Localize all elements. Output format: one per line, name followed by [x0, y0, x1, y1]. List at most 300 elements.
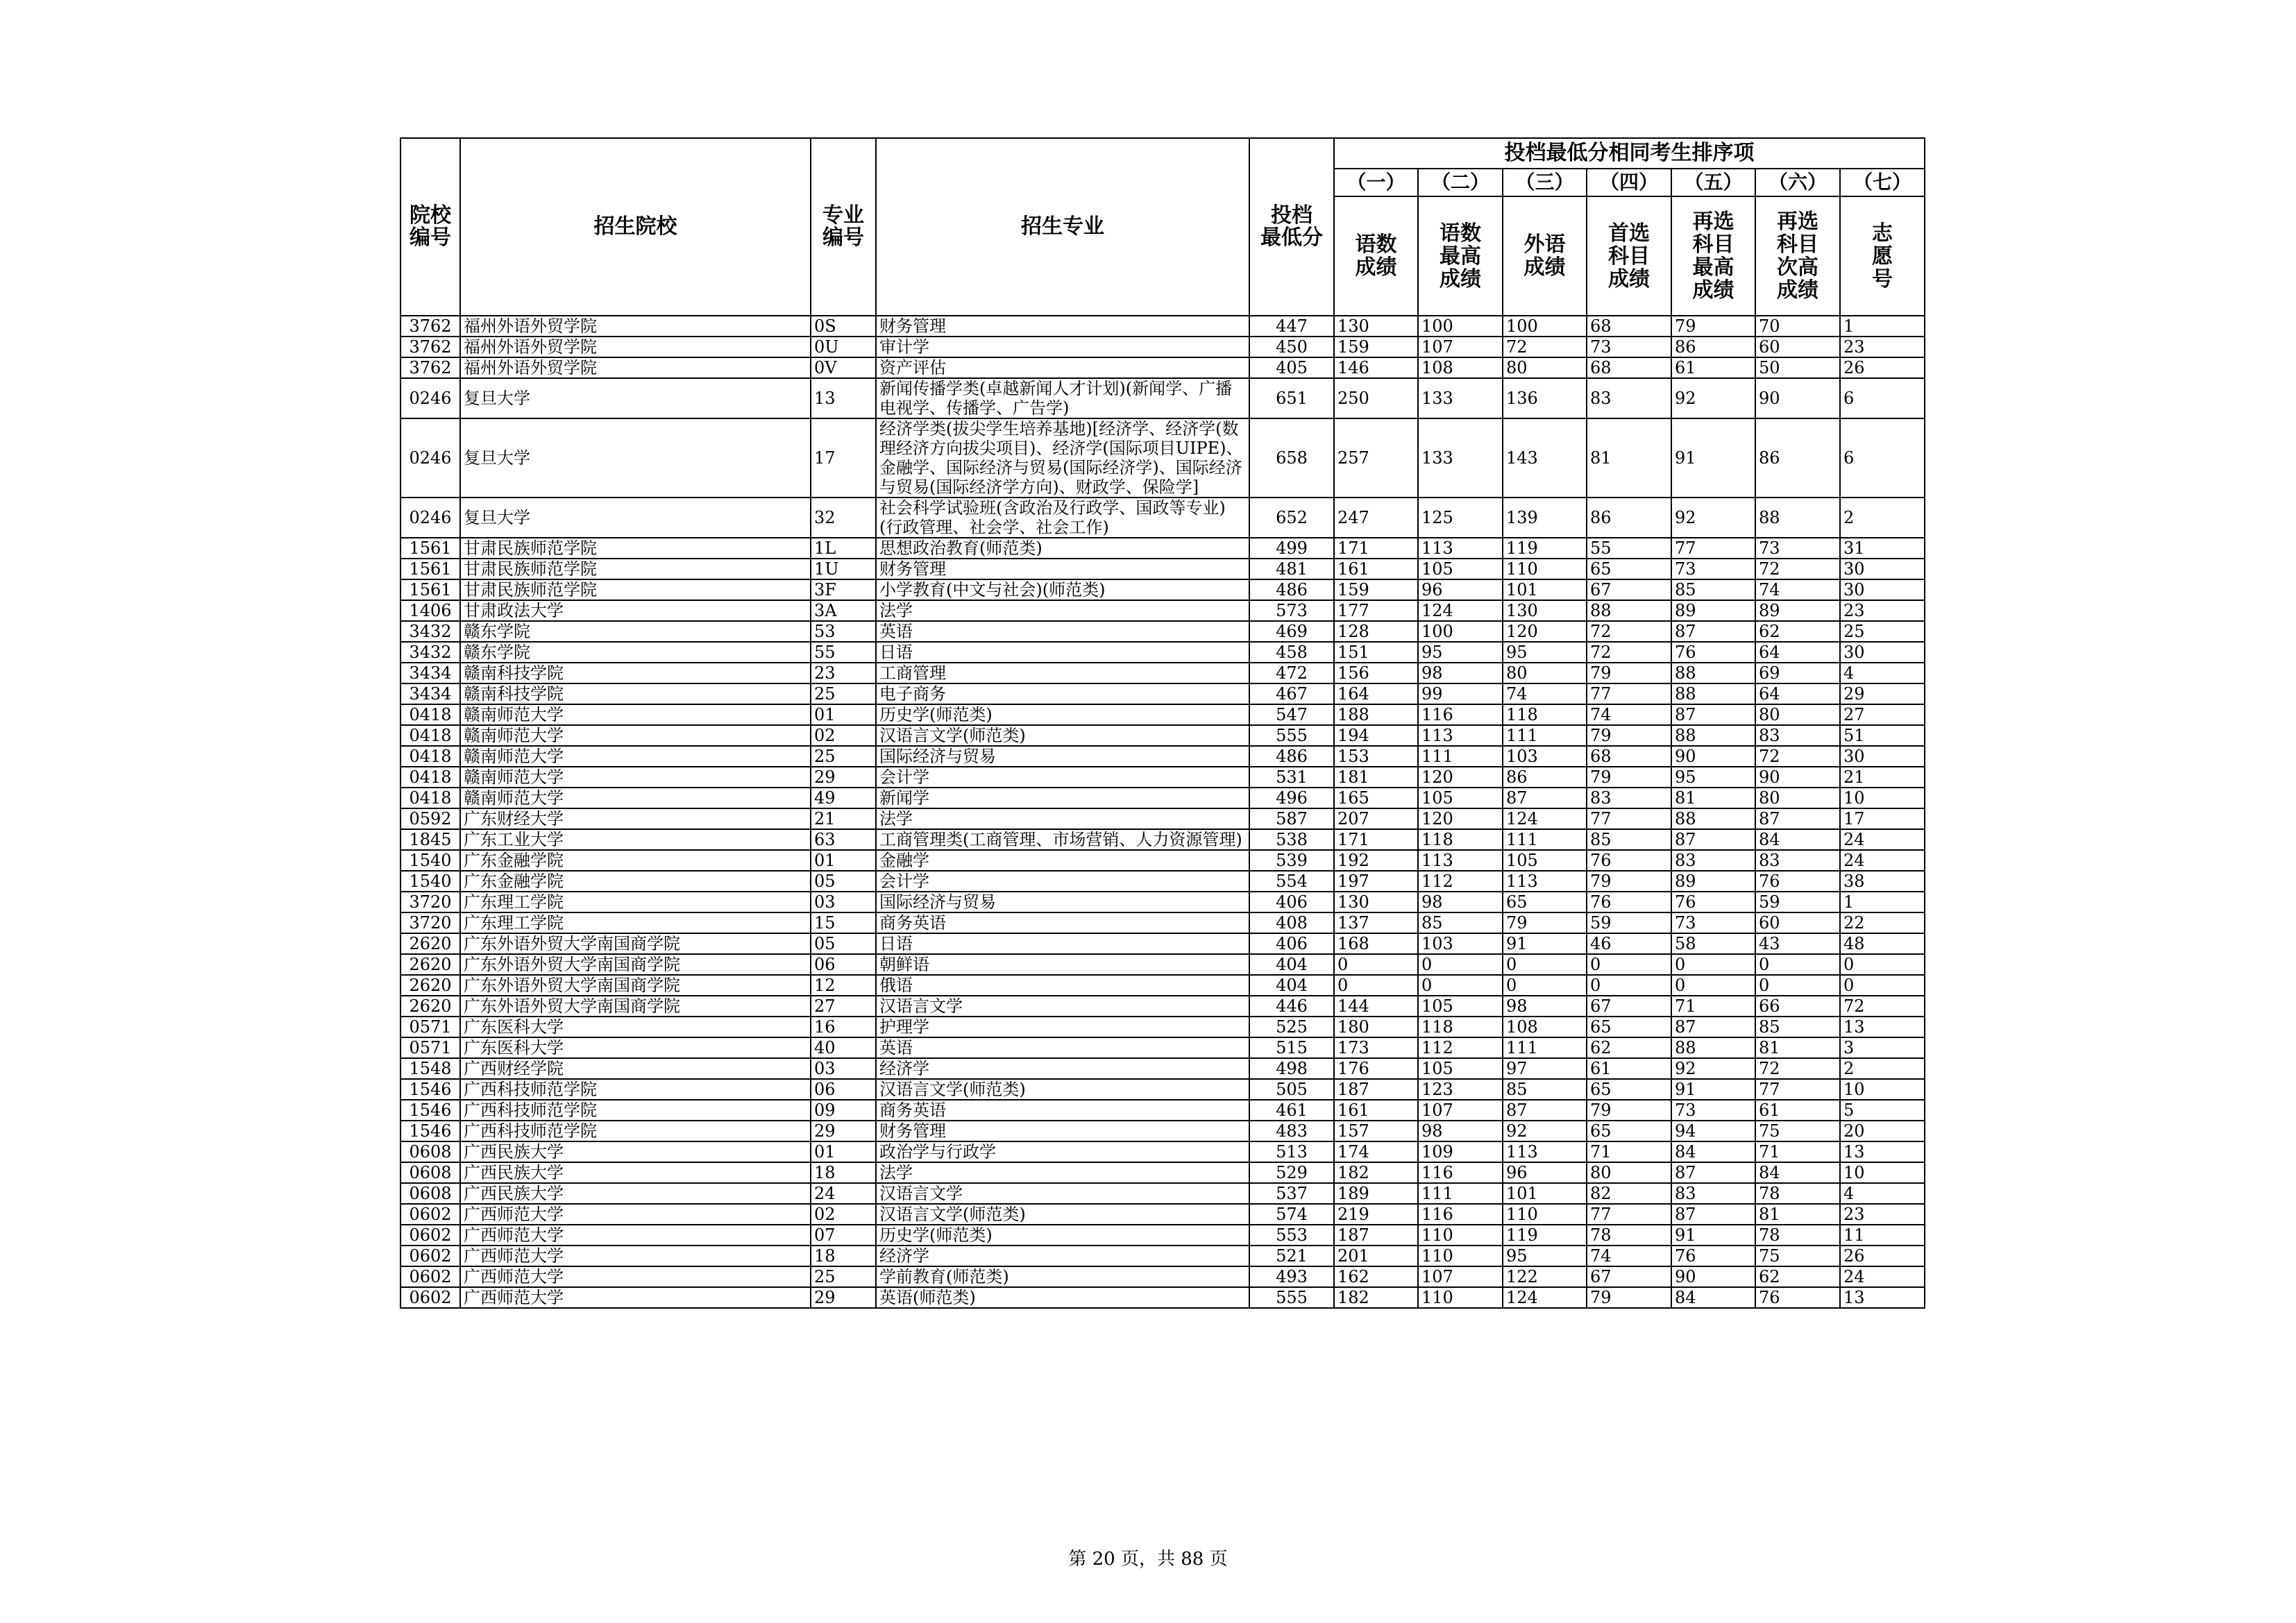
ranking-value-cell: 177	[1334, 600, 1418, 621]
ranking-value-cell: 105	[1418, 1058, 1503, 1079]
ranking-value-cell: 86	[1503, 767, 1587, 788]
ranking-value-cell: 6	[1840, 378, 1925, 418]
major-code-header: 专业 编号	[811, 138, 876, 316]
major-name-cell: 国际经济与贸易	[876, 892, 1249, 912]
school-name-cell: 广西民族大学	[460, 1183, 811, 1204]
school-code-cell: 3720	[400, 892, 460, 912]
ranking-value-cell: 68	[1587, 316, 1671, 337]
table-row	[400, 683, 1925, 704]
ranking-value-cell: 84	[1755, 829, 1840, 850]
major-code-cell: 3A	[811, 600, 876, 621]
school-name-cell: 广东理工学院	[460, 892, 811, 912]
ranking-value-cell: 92	[1503, 1121, 1587, 1141]
school-name-cell: 广东外语外贸大学南国商学院	[460, 975, 811, 996]
major-code-cell: 07	[811, 1225, 876, 1246]
ranking-value-cell: 43	[1755, 933, 1840, 954]
ranking-value-cell: 137	[1334, 912, 1418, 933]
major-name-cell: 法学	[876, 600, 1249, 621]
ranking-value-cell: 29	[1840, 683, 1925, 704]
min-score-cell: 486	[1249, 579, 1334, 600]
ranking-value-cell: 6	[1840, 418, 1925, 498]
ranking-value-cell: 103	[1418, 933, 1503, 954]
table-row	[400, 498, 1925, 538]
school-code-cell: 2620	[400, 933, 460, 954]
major-code-cell: 63	[811, 829, 876, 850]
ranking-value-cell: 10	[1840, 788, 1925, 808]
ranking-value-cell: 30	[1840, 579, 1925, 600]
header-row-1	[400, 138, 1925, 169]
ranking-value-cell: 139	[1503, 498, 1587, 538]
ranking-label-3: 外语 成绩	[1503, 196, 1587, 316]
school-code-cell: 0418	[400, 788, 460, 808]
ranking-value-cell: 153	[1334, 746, 1418, 767]
ranking-value-cell: 0	[1587, 954, 1671, 975]
school-name-cell: 福州外语外贸学院	[460, 337, 811, 357]
ranking-value-cell: 1	[1840, 892, 1925, 912]
ranking-value-cell: 88	[1671, 1037, 1755, 1058]
major-name-cell: 思想政治教育(师范类)	[876, 538, 1249, 559]
school-name-cell: 广东外语外贸大学南国商学院	[460, 996, 811, 1017]
ranking-value-cell: 88	[1671, 683, 1755, 704]
major-name-cell: 经济学	[876, 1246, 1249, 1266]
ranking-value-cell: 113	[1503, 871, 1587, 892]
ranking-value-cell: 116	[1418, 704, 1503, 725]
major-code-cell: 03	[811, 892, 876, 912]
ranking-value-cell: 194	[1334, 725, 1418, 746]
ranking-value-cell: 90	[1671, 746, 1755, 767]
school-name-cell: 复旦大学	[460, 418, 811, 498]
school-name-cell: 甘肃民族师范学院	[460, 579, 811, 600]
min-score-cell: 505	[1249, 1079, 1334, 1100]
min-score-cell: 547	[1249, 704, 1334, 725]
table-row	[400, 704, 1925, 725]
ranking-value-cell: 88	[1755, 498, 1840, 538]
table-row	[400, 316, 1925, 337]
ranking-value-cell: 79	[1587, 871, 1671, 892]
table-row	[400, 871, 1925, 892]
major-name-cell: 日语	[876, 642, 1249, 663]
ranking-value-cell: 72	[1503, 337, 1587, 357]
school-code-cell: 3720	[400, 912, 460, 933]
table-row	[400, 1141, 1925, 1162]
ranking-value-cell: 124	[1418, 600, 1503, 621]
table-row	[400, 767, 1925, 788]
ranking-value-cell: 250	[1334, 378, 1418, 418]
ranking-value-cell: 159	[1334, 579, 1418, 600]
table-row	[400, 1017, 1925, 1037]
ranking-value-cell: 171	[1334, 829, 1418, 850]
ranking-value-cell: 72	[1587, 621, 1671, 642]
school-name-cell: 广西民族大学	[460, 1141, 811, 1162]
ranking-value-cell: 173	[1334, 1037, 1418, 1058]
ranking-value-cell: 23	[1840, 1204, 1925, 1225]
ranking-value-cell: 67	[1587, 579, 1671, 600]
ranking-value-cell: 108	[1418, 357, 1503, 378]
major-name-cell: 英语	[876, 621, 1249, 642]
major-code-cell: 06	[811, 1079, 876, 1100]
min-score-cell: 658	[1249, 418, 1334, 498]
major-code-cell: 05	[811, 871, 876, 892]
major-name-header: 招生专业	[876, 138, 1249, 316]
major-code-cell: 0U	[811, 337, 876, 357]
school-code-cell: 0418	[400, 704, 460, 725]
ranking-value-cell: 86	[1755, 418, 1840, 498]
ranking-value-cell: 10	[1840, 1162, 1925, 1183]
school-name-cell: 赣南科技学院	[460, 663, 811, 683]
min-score-cell: 553	[1249, 1225, 1334, 1246]
ranking-value-cell: 91	[1503, 933, 1587, 954]
ranking-label-4: 首选 科目 成绩	[1587, 196, 1671, 316]
major-name-cell: 英语	[876, 1037, 1249, 1058]
major-name-cell: 学前教育(师范类)	[876, 1266, 1249, 1287]
table-row	[400, 933, 1925, 954]
ranking-value-cell: 73	[1671, 1100, 1755, 1121]
min-score-cell: 539	[1249, 850, 1334, 871]
ranking-value-cell: 23	[1840, 600, 1925, 621]
table-row	[400, 996, 1925, 1017]
major-code-cell: 13	[811, 378, 876, 418]
ranking-value-cell: 110	[1418, 1225, 1503, 1246]
ranking-value-cell: 120	[1503, 621, 1587, 642]
ranking-label-5: 再选 科目 最高 成绩	[1671, 196, 1755, 316]
major-code-cell: 03	[811, 1058, 876, 1079]
ranking-value-cell: 80	[1503, 357, 1587, 378]
ranking-value-cell: 79	[1587, 725, 1671, 746]
table-row	[400, 538, 1925, 559]
school-code-cell: 0246	[400, 418, 460, 498]
ranking-value-cell: 66	[1755, 996, 1840, 1017]
ranking-value-cell: 60	[1755, 912, 1840, 933]
ranking-value-cell: 92	[1671, 378, 1755, 418]
major-code-cell: 23	[811, 663, 876, 683]
major-code-cell: 12	[811, 975, 876, 996]
ranking-value-cell: 4	[1840, 663, 1925, 683]
ranking-value-cell: 21	[1840, 767, 1925, 788]
ranking-value-cell: 85	[1671, 579, 1755, 600]
school-name-header: 招生院校	[460, 138, 811, 316]
major-code-cell: 24	[811, 1183, 876, 1204]
ranking-value-cell: 87	[1503, 788, 1587, 808]
min-score-cell: 481	[1249, 559, 1334, 579]
min-score-cell: 574	[1249, 1204, 1334, 1225]
major-code-cell: 16	[811, 1017, 876, 1037]
ranking-seq-1: （一）	[1334, 169, 1418, 196]
ranking-value-cell: 76	[1587, 850, 1671, 871]
ranking-value-cell: 83	[1671, 1183, 1755, 1204]
ranking-value-cell: 61	[1587, 1058, 1671, 1079]
school-code-cell: 1540	[400, 850, 460, 871]
ranking-value-cell: 100	[1418, 621, 1503, 642]
ranking-value-cell: 105	[1418, 996, 1503, 1017]
ranking-value-cell: 38	[1840, 871, 1925, 892]
ranking-value-cell: 130	[1503, 600, 1587, 621]
ranking-value-cell: 65	[1587, 1017, 1671, 1037]
ranking-value-cell: 65	[1587, 1121, 1671, 1141]
ranking-value-cell: 111	[1418, 1183, 1503, 1204]
ranking-value-cell: 119	[1503, 538, 1587, 559]
ranking-value-cell: 68	[1587, 357, 1671, 378]
school-name-cell: 甘肃政法大学	[460, 600, 811, 621]
ranking-value-cell: 90	[1671, 1266, 1755, 1287]
ranking-label-7: 志 愿 号	[1840, 196, 1925, 316]
ranking-value-cell: 105	[1503, 850, 1587, 871]
ranking-value-cell: 125	[1418, 498, 1503, 538]
ranking-value-cell: 151	[1334, 642, 1418, 663]
table-row	[400, 1121, 1925, 1141]
table-row	[400, 912, 1925, 933]
school-code-cell: 3432	[400, 642, 460, 663]
ranking-value-cell: 64	[1755, 683, 1840, 704]
ranking-value-cell: 0	[1755, 975, 1840, 996]
ranking-value-cell: 192	[1334, 850, 1418, 871]
school-code-cell: 0246	[400, 498, 460, 538]
ranking-value-cell: 144	[1334, 996, 1418, 1017]
ranking-value-cell: 5	[1840, 1100, 1925, 1121]
school-name-cell: 广东财经大学	[460, 808, 811, 829]
school-name-cell: 赣南师范大学	[460, 767, 811, 788]
ranking-value-cell: 72	[1840, 996, 1925, 1017]
ranking-value-cell: 87	[1671, 621, 1755, 642]
ranking-value-cell: 72	[1755, 559, 1840, 579]
ranking-value-cell: 46	[1587, 933, 1671, 954]
school-code-cell: 1561	[400, 538, 460, 559]
table-row	[400, 1183, 1925, 1204]
school-code-cell: 0571	[400, 1017, 460, 1037]
major-name-cell: 日语	[876, 933, 1249, 954]
major-code-cell: 1U	[811, 559, 876, 579]
ranking-value-cell: 80	[1587, 1162, 1671, 1183]
table-row	[400, 829, 1925, 850]
major-name-cell: 工商管理类(工商管理、市场营销、人力资源管理)	[876, 829, 1249, 850]
ranking-value-cell: 64	[1755, 642, 1840, 663]
min-score-cell: 450	[1249, 337, 1334, 357]
major-name-cell: 商务英语	[876, 912, 1249, 933]
ranking-value-cell: 113	[1503, 1141, 1587, 1162]
school-code-cell: 1548	[400, 1058, 460, 1079]
ranking-value-cell: 10	[1840, 1079, 1925, 1100]
ranking-value-cell: 81	[1587, 418, 1671, 498]
min-score-cell: 513	[1249, 1141, 1334, 1162]
ranking-value-cell: 0	[1503, 975, 1587, 996]
major-name-cell: 经济学类(拔尖学生培养基地)[经济学、经济学(数理经济方向拔尖项目)、经济学(国际项目UIPE)、金融学、国际经济与贸易(国际经济学)、国际经济与贸易(国际经济学方向)、财政学、保险学]	[876, 418, 1249, 498]
ranking-value-cell: 122	[1503, 1266, 1587, 1287]
school-name-cell: 甘肃民族师范学院	[460, 538, 811, 559]
ranking-value-cell: 1	[1840, 316, 1925, 337]
ranking-value-cell: 73	[1587, 337, 1671, 357]
ranking-value-cell: 76	[1587, 892, 1671, 912]
ranking-value-cell: 189	[1334, 1183, 1418, 1204]
school-name-cell: 福州外语外贸学院	[460, 357, 811, 378]
ranking-value-cell: 113	[1418, 538, 1503, 559]
ranking-value-cell: 72	[1587, 642, 1671, 663]
ranking-value-cell: 88	[1671, 808, 1755, 829]
ranking-label-6: 再选 科目 次高 成绩	[1755, 196, 1840, 316]
school-name-cell: 广东金融学院	[460, 850, 811, 871]
ranking-value-cell: 176	[1334, 1058, 1418, 1079]
ranking-value-cell: 76	[1755, 871, 1840, 892]
ranking-seq-2: （二）	[1418, 169, 1503, 196]
ranking-value-cell: 124	[1503, 808, 1587, 829]
major-name-cell: 法学	[876, 808, 1249, 829]
min-score-cell: 483	[1249, 1121, 1334, 1141]
ranking-label-2: 语数 最高 成绩	[1418, 196, 1503, 316]
ranking-value-cell: 74	[1587, 704, 1671, 725]
major-name-cell: 历史学(师范类)	[876, 1225, 1249, 1246]
ranking-value-cell: 87	[1503, 1100, 1587, 1121]
major-name-cell: 汉语言文学	[876, 1183, 1249, 1204]
ranking-value-cell: 23	[1840, 337, 1925, 357]
ranking-value-cell: 74	[1503, 683, 1587, 704]
major-name-cell: 朝鲜语	[876, 954, 1249, 975]
ranking-value-cell: 112	[1418, 1037, 1503, 1058]
ranking-value-cell: 201	[1334, 1246, 1418, 1266]
ranking-value-cell: 79	[1503, 912, 1587, 933]
ranking-value-cell: 88	[1671, 725, 1755, 746]
ranking-value-cell: 95	[1503, 642, 1587, 663]
major-code-cell: 32	[811, 498, 876, 538]
school-code-cell: 1546	[400, 1100, 460, 1121]
admission-score-table	[400, 137, 1925, 1309]
min-score-cell: 493	[1249, 1266, 1334, 1287]
school-code-cell: 1561	[400, 559, 460, 579]
school-name-cell: 赣南师范大学	[460, 704, 811, 725]
major-code-cell: 09	[811, 1100, 876, 1121]
school-name-cell: 广西师范大学	[460, 1287, 811, 1308]
school-code-cell: 0602	[400, 1266, 460, 1287]
min-score-cell: 406	[1249, 892, 1334, 912]
min-score-header: 投档 最低分	[1249, 138, 1334, 316]
school-name-cell: 福州外语外贸学院	[460, 316, 811, 337]
ranking-value-cell: 110	[1418, 1287, 1503, 1308]
ranking-value-cell: 112	[1418, 871, 1503, 892]
table-row	[400, 1037, 1925, 1058]
ranking-value-cell: 67	[1587, 1266, 1671, 1287]
major-code-cell: 29	[811, 767, 876, 788]
ranking-value-cell: 62	[1755, 621, 1840, 642]
ranking-value-cell: 197	[1334, 871, 1418, 892]
major-name-cell: 电子商务	[876, 683, 1249, 704]
min-score-cell: 651	[1249, 378, 1334, 418]
major-code-cell: 0V	[811, 357, 876, 378]
ranking-value-cell: 181	[1334, 767, 1418, 788]
major-name-cell: 法学	[876, 1162, 1249, 1183]
ranking-value-cell: 81	[1755, 1037, 1840, 1058]
ranking-value-cell: 71	[1671, 996, 1755, 1017]
min-score-cell: 486	[1249, 746, 1334, 767]
ranking-value-cell: 81	[1755, 1204, 1840, 1225]
ranking-value-cell: 96	[1503, 1162, 1587, 1183]
ranking-value-cell: 65	[1587, 559, 1671, 579]
ranking-value-cell: 110	[1418, 1246, 1503, 1266]
ranking-value-cell: 71	[1755, 1141, 1840, 1162]
ranking-value-cell: 247	[1334, 498, 1418, 538]
major-code-cell: 02	[811, 725, 876, 746]
school-code-cell: 3762	[400, 357, 460, 378]
ranking-seq-7: （七）	[1840, 169, 1925, 196]
major-code-cell: 05	[811, 933, 876, 954]
school-code-cell: 0418	[400, 746, 460, 767]
major-name-cell: 英语(师范类)	[876, 1287, 1249, 1308]
table-row	[400, 975, 1925, 996]
ranking-value-cell: 79	[1671, 316, 1755, 337]
min-score-cell: 406	[1249, 933, 1334, 954]
major-name-cell: 金融学	[876, 850, 1249, 871]
school-code-cell: 0602	[400, 1225, 460, 1246]
school-code-cell: 3434	[400, 683, 460, 704]
ranking-value-cell: 100	[1418, 316, 1503, 337]
page-footer: 第 20 页，共 88 页	[1068, 1549, 1228, 1570]
school-code-cell: 1561	[400, 579, 460, 600]
ranking-value-cell: 80	[1755, 788, 1840, 808]
school-name-cell: 赣东学院	[460, 642, 811, 663]
ranking-value-cell: 48	[1840, 933, 1925, 954]
school-name-cell: 广西科技师范学院	[460, 1079, 811, 1100]
table-row	[400, 600, 1925, 621]
school-name-cell: 广西科技师范学院	[460, 1100, 811, 1121]
school-name-cell: 广东工业大学	[460, 829, 811, 850]
table-row	[400, 1266, 1925, 1287]
ranking-value-cell: 17	[1840, 808, 1925, 829]
ranking-value-cell: 2	[1840, 1058, 1925, 1079]
ranking-value-cell: 91	[1671, 1225, 1755, 1246]
major-name-cell: 新闻传播学类(卓越新闻人才计划)(新闻学、广播电视学、传播学、广告学)	[876, 378, 1249, 418]
table-row	[400, 337, 1925, 357]
ranking-value-cell: 128	[1334, 621, 1418, 642]
major-code-cell: 49	[811, 788, 876, 808]
ranking-value-cell: 13	[1840, 1017, 1925, 1037]
ranking-seq-3: （三）	[1503, 169, 1587, 196]
table-row	[400, 642, 1925, 663]
school-name-cell: 赣南师范大学	[460, 725, 811, 746]
ranking-value-cell: 84	[1671, 1287, 1755, 1308]
ranking-value-cell: 65	[1503, 892, 1587, 912]
ranking-value-cell: 98	[1418, 892, 1503, 912]
ranking-value-cell: 116	[1418, 1162, 1503, 1183]
ranking-value-cell: 70	[1755, 316, 1840, 337]
table-row	[400, 378, 1925, 418]
ranking-value-cell: 159	[1334, 337, 1418, 357]
min-score-cell: 498	[1249, 1058, 1334, 1079]
ranking-value-cell: 73	[1671, 559, 1755, 579]
school-name-cell: 广东理工学院	[460, 912, 811, 933]
ranking-value-cell: 78	[1755, 1183, 1840, 1204]
ranking-value-cell: 83	[1755, 725, 1840, 746]
ranking-value-cell: 161	[1334, 1100, 1418, 1121]
school-code-cell: 3762	[400, 316, 460, 337]
school-code-cell: 3434	[400, 663, 460, 683]
school-code-cell: 2620	[400, 996, 460, 1017]
ranking-value-cell: 219	[1334, 1204, 1418, 1225]
ranking-value-cell: 76	[1755, 1287, 1840, 1308]
ranking-value-cell: 87	[1671, 829, 1755, 850]
school-code-cell: 0418	[400, 767, 460, 788]
ranking-value-cell: 101	[1503, 1183, 1587, 1204]
ranking-value-cell: 85	[1755, 1017, 1840, 1037]
ranking-value-cell: 4	[1840, 1183, 1925, 1204]
school-name-cell: 广西师范大学	[460, 1266, 811, 1287]
major-name-cell: 护理学	[876, 1017, 1249, 1037]
ranking-value-cell: 91	[1671, 1079, 1755, 1100]
min-score-cell: 405	[1249, 357, 1334, 378]
school-code-cell: 0602	[400, 1204, 460, 1225]
min-score-cell: 472	[1249, 663, 1334, 683]
ranking-value-cell: 95	[1503, 1246, 1587, 1266]
school-name-cell: 赣南科技学院	[460, 683, 811, 704]
table-row	[400, 1079, 1925, 1100]
school-name-cell: 广西财经学院	[460, 1058, 811, 1079]
major-code-cell: 18	[811, 1162, 876, 1183]
ranking-value-cell: 77	[1755, 1079, 1840, 1100]
